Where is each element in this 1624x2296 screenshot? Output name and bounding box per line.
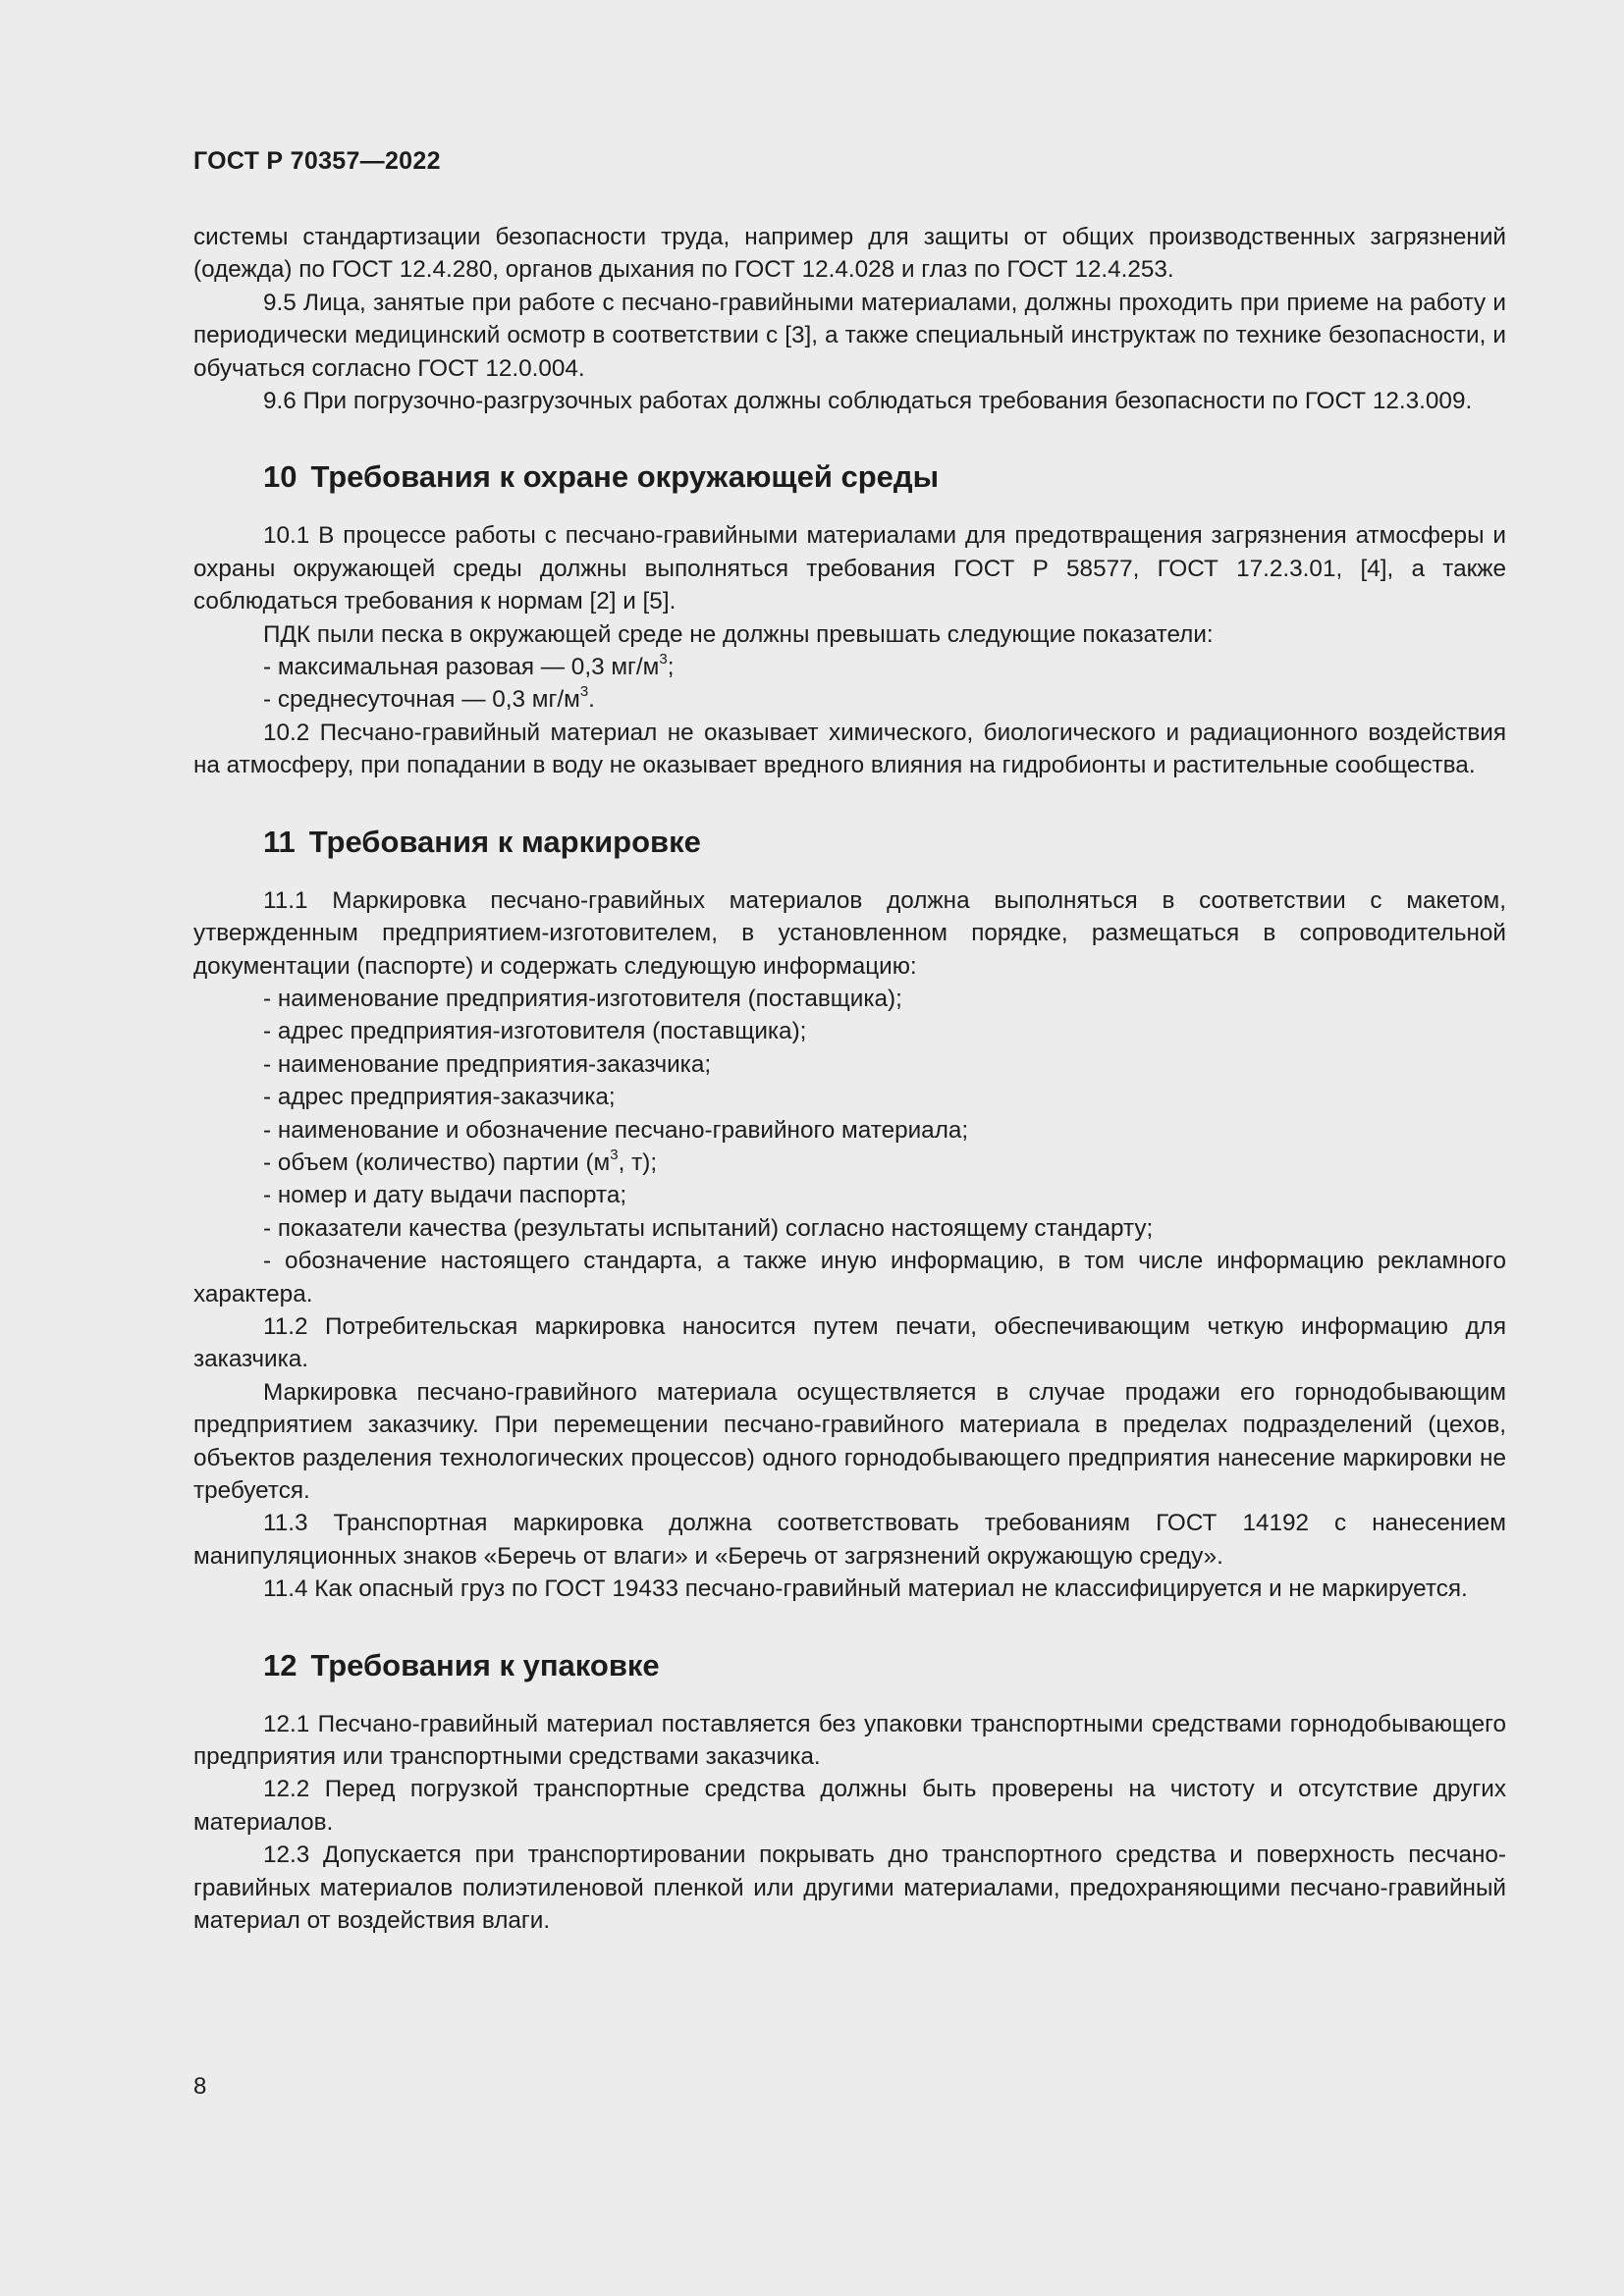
document-header: ГОСТ Р 70357—2022 (193, 147, 441, 175)
section-11-heading (193, 823, 1506, 862)
page-number: 8 (193, 2073, 207, 2100)
clause-10-2: 10.2 Песчано-гравийный материал не оказывает химического, биологического и радиационного воздействия на атмосферу, при попадании в воду не оказывает вредного влияния на гидробионты и растительные сообщества. (193, 719, 1506, 779)
document-page (193, 147, 1506, 1937)
section-12-heading (193, 1646, 1506, 1685)
clause-11-1: 11.1 Маркировка песчано-гравийных материалов должна выполняться в соответствии с макетом, утвержденным предприятием-изготовителем, в установленном порядке, размещаться в сопроводительной документации (паспорте) и содержать следующую информацию: (193, 886, 1506, 980)
clause-12-3: 12.3 Допускается при транспортировании покрывать дно транспортного средства и поверхность песчано-гравийных материалов полиэтиленовой пленкой или другими материалами, предохраняющими песчано-гравийный материал от воздействия влаги. (193, 1842, 1506, 1935)
clause-11-2: 11.2 Потребительская маркировка наносится путем печати, обеспечивающим четкую информацию для заказчика. (193, 1312, 1506, 1373)
pdk-list-item: - среднесуточная — 0,3 $мг/м^3$. (263, 683, 595, 714)
marking-list-item: - адрес предприятия-изготовителя (поставщика); (263, 1018, 807, 1045)
intro-paragraph: системы стандартизации безопасности труда, например для защиты от общих производственных загрязнений (одежда) по ГОСТ 12.4.280, органов дыхания по ГОСТ 12.4.028 и глаз по ГОСТ 12.4.253. (193, 224, 1506, 284)
marking-list-item: - наименование предприятия-заказчика; (263, 1050, 712, 1078)
clause-11-4: 11.4 Как опасный груз по ГОСТ 19433 песчано-гравийный материал не классифицируется и не маркируется. (263, 1575, 1468, 1603)
clause-10-1: 10.1 В процессе работы с песчано-гравийными материалами для предотвращения загрязнения атмосферы и охраны окружающей среды должны выполняться требования ГОСТ Р 58577, ГОСТ 17.2.3.01, [4], а также соблюдаться требования к нормам [2] и [5]. (193, 522, 1506, 615)
marking-list-item: - показатели качества (результаты испытаний) согласно настоящему стандарту; (263, 1214, 1154, 1242)
clause-11-2-cont: Маркировка песчано-гравийного материала осуществляется в случае продажи его горнодобывающим предприятием заказчику. При перемещении песчано-гравийного материала в пределах подразделений (цехов, объектов разделения технологических процессов) одного горнодобывающего предприятия нанесение маркировки не требуется. (193, 1378, 1506, 1504)
section-12-number: 12 (263, 1647, 298, 1682)
section-11-number: 11 (263, 824, 296, 859)
pdk-intro: ПДК пыли песка в окружающей среде не должны превышать следующие показатели: (263, 620, 1214, 648)
section-11-title: Требования к маркировке (308, 824, 701, 859)
marking-list-item: - объем (количество) партии ($м^3$, т); (263, 1146, 658, 1176)
clause-9-6: 9.6 При погрузочно-разгрузочных работах должны соблюдаться требования безопасности по ГОСТ 12.3.009. (263, 388, 1473, 415)
clause-9-5: 9.5 Лица, занятые при работе с песчано-гравийными материалами, должны проходить при приеме на работу и периодически медицинский осмотр в соответствии с [3], а также специальный инструктаж по технике безопасности, и обучаться согласно ГОСТ 12.0.004. (193, 289, 1506, 382)
marking-list-item: - наименование и обозначение песчано-гравийного материала; (263, 1116, 969, 1144)
pdk-list-item: - максимальная разовая — 0,3 $мг/м^3$; (263, 650, 675, 681)
section-10-title: Требования к охране окружающей среды (310, 459, 940, 495)
marking-list-item: - обозначение настоящего стандарта, а также иную информацию, в том числе информацию рекламного характера. (193, 1248, 1506, 1308)
section-10-number: 10 (263, 459, 298, 495)
marking-list-item: - адрес предприятия-заказчика; (263, 1084, 616, 1111)
marking-list-item: - наименование предприятия-изготовителя (поставщика); (263, 985, 902, 1012)
clause-12-2: 12.2 Перед погрузкой транспортные средства должны быть проверены на чистоту и отсутствие других материалов. (193, 1776, 1506, 1836)
clause-11-3: 11.3 Транспортная маркировка должна соответствовать требованиям ГОСТ 14192 с нанесением манипуляционных знаков «Беречь от влаги» и «Беречь от загрязнений окружающую среду». (193, 1510, 1506, 1570)
marking-list-item: - номер и дату выдачи паспорта; (263, 1182, 627, 1209)
clause-12-1: 12.1 Песчано-гравийный материал поставляется без упаковки транспортными средствами горнодобывающего предприятия или транспортными средствами заказчика. (193, 1710, 1506, 1771)
section-10-heading (193, 457, 1506, 497)
section-12-title: Требования к упаковке (310, 1647, 660, 1682)
